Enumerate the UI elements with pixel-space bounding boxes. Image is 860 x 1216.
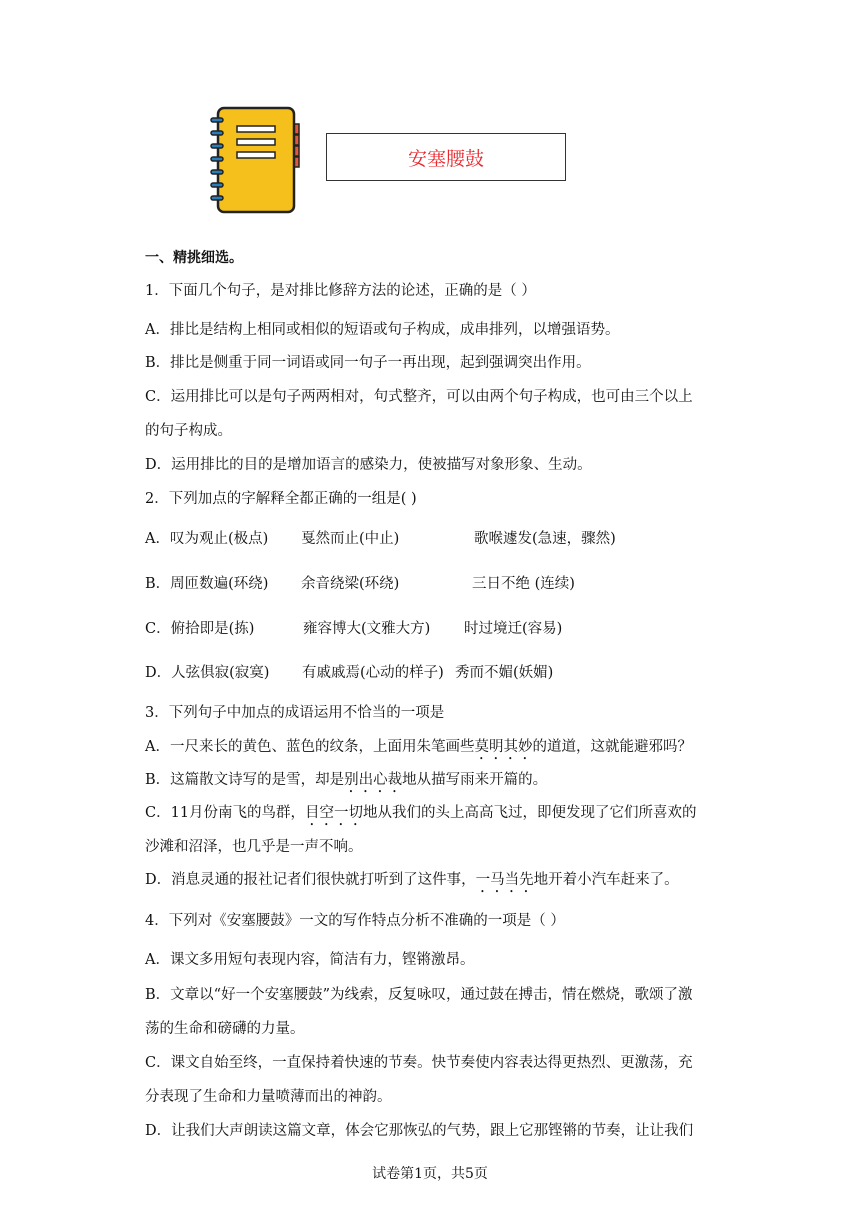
q2-a-part-1: A．叹为观止(极点) [145, 531, 269, 547]
document-title: 安塞腰鼓 [407, 147, 484, 170]
q2-a-part-3: 歌喉遽发(急速，骤然) [474, 531, 616, 547]
q3-b-idiom: 别出心裁 [344, 772, 403, 788]
q1-option-c-cont: 的句子构成。 [145, 423, 232, 439]
q3-a-idiom: 莫明其妙 [474, 739, 533, 755]
q4-stem: 4．下列对《安塞腰鼓》一文的写作特点分析不准确的一项是（ ） [145, 913, 565, 929]
page-footer: 试卷第1页，共5页 [372, 1166, 488, 1182]
q3-option-c-cont: 沙滩和沼泽，也几乎是一声不响。 [145, 839, 363, 855]
q2-b-part-3: 三日不绝 (连续) [472, 576, 575, 592]
q2-d-part-1: D．人弦俱寂(寂寞) [145, 665, 270, 681]
q2-b-part-1: B．周匝数遍(环绕) [145, 576, 269, 592]
q3-d-idiom: 一马当先 [475, 872, 534, 888]
q2-c-part-3: 时过境迁(容易) [464, 621, 563, 637]
q2-option-b [145, 574, 745, 594]
q2-a-part-2: 戛然而止(中止) [301, 531, 400, 547]
q3-option-b: B．这篇散文诗写的是雪，却是别出心裁地从描写雨来开篇的。 [145, 772, 548, 788]
q4-option-a: A．课文多用短句表现内容，简洁有力，铿锵激昂。 [145, 952, 475, 968]
q2-stem: 2．下列加点的字解释全都正确的一组是( ) [145, 491, 417, 507]
q1-stem: 1．下面几个句子，是对排比修辞方法的论述，正确的是（ ） [145, 283, 536, 299]
q3-option-c: C．11月份南飞的鸟群，目空一切地从我们的头上高高飞过，即便发现了它们所喜欢的 [145, 805, 697, 821]
q3-stem: 3．下列句子中加点的成语运用不恰当的一项是 [145, 705, 445, 721]
q4-option-c: C．课文自始至终，一直保持着快速的节奏。快节奏使内容表达得更热烈、更激荡，充 [145, 1055, 693, 1071]
q4-option-b: B．文章以“好一个安塞腰鼓”为线索，反复咏叹，通过鼓在搏击，情在燃烧，歌颂了激 [145, 987, 693, 1003]
q2-c-part-2: 雍容博大(文雅大方) [303, 621, 431, 637]
q3-option-a: A．一尺来长的黄色、蓝色的纹条，上面用朱笔画些莫明其妙的道道，这就能避邪吗？ [145, 739, 692, 755]
q1-option-b: B．排比是侧重于同一词语或同一句子一再出现，起到强调突出作用。 [145, 355, 591, 371]
q1-option-c: C．运用排比可以是句子两两相对，句式整齐，可以由两个句子构成，也可由三个以上 [145, 389, 693, 405]
q2-c-part-1: C．俯拾即是(拣) [145, 621, 255, 637]
q4-option-d: D．让我们大声朗读这篇文章，体会它那恢弘的气势，跟上它那铿锵的节奏，让让我们 [145, 1123, 694, 1139]
q2-b-part-2: 余音绕梁(环绕) [301, 576, 400, 592]
q3-c-idiom: 目空一切 [305, 805, 364, 821]
q3-option-d: D．消息灵通的报社记者们很快就打听到了这件事，一马当先地开着小汽车赶来了。 [145, 872, 679, 888]
q2-option-d [145, 663, 745, 683]
q4-option-c-cont: 分表现了生命和力量喷薄而出的神韵。 [145, 1089, 392, 1105]
q2-option-a [145, 529, 745, 549]
q2-d-part-3: 秀而不媚(妖媚) [455, 665, 554, 681]
q1-option-a: A．排比是结构上相同或相似的短语或句子构成，成串排列，以增强语势。 [145, 322, 620, 338]
q1-option-d: D．运用排比的目的是增加语言的感染力，使被描写对象形象、生动。 [145, 457, 592, 473]
section-title: 一、精挑细选。 [145, 250, 243, 266]
q4-option-b-cont: 荡的生命和磅礴的力量。 [145, 1021, 305, 1037]
q2-d-part-2: 有戚戚焉(心动的样子) [302, 665, 444, 681]
q2-option-c [145, 619, 745, 639]
title-box [326, 133, 566, 181]
notebook-icon [208, 104, 302, 216]
